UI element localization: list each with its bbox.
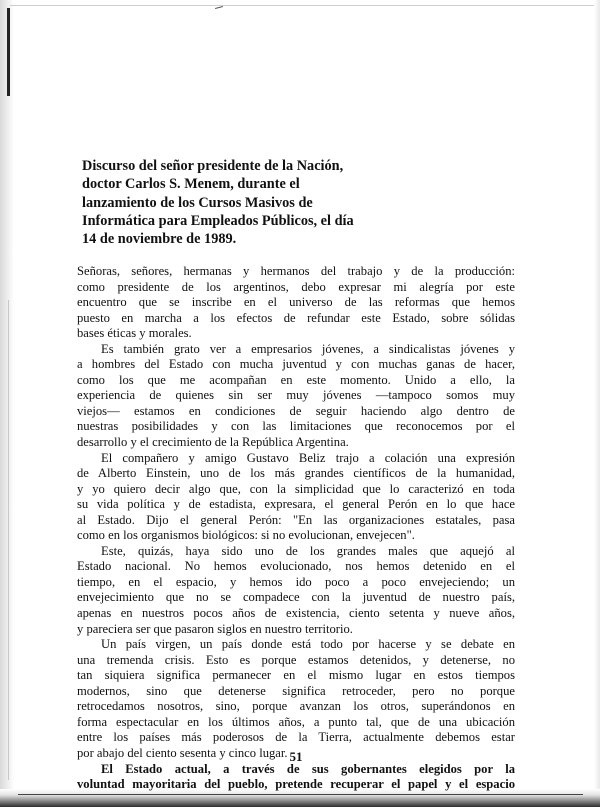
scan-binding-mark	[7, 8, 10, 96]
body-line: El compañero y amigo Gustavo Beliz trajo a colación una expresión	[101, 450, 515, 465]
scan-right-shadow	[594, 0, 600, 807]
title-line: Discurso del señor presidente de la Nación,	[82, 158, 344, 174]
body-line: forma espectacular en los últimos años, a punto tal, que de una ubicación	[77, 714, 515, 729]
body-line: El Estado actual, a través de sus gobernantes elegidos por la	[101, 761, 515, 776]
body-line: por abajo del ciento sesenta y cinco lugar.	[77, 745, 288, 760]
body-line: bases éticas y morales.	[77, 326, 192, 341]
body-line: retrocedamos nosotros, sino, porque avanzan los otros, superándonos en	[77, 699, 515, 714]
body-line: de Alberto Einstein, uno de los más grandes científicos de la humanidad,	[77, 466, 515, 481]
body-line: envejecimiento que no se compadece con la juventud de nuestro país,	[77, 590, 515, 605]
body-line: Es también grato ver a empresarios jóvenes, a sindicalistas jóvenes y	[101, 341, 515, 356]
body-line: una tremenda crisis. Esto es porque estamos detenidos, y detenerse, no	[77, 652, 515, 667]
page-number: 51	[289, 749, 303, 764]
body-line: y pareciera ser que pasaron siglos en nuestro territorio.	[77, 621, 353, 636]
body-line: a hombres del Estado con mucha juventud y con muchas ganas de hacer,	[77, 357, 515, 372]
body-line: tan siquiera significa permanecer en el mismo lugar en estos tiempos	[77, 668, 515, 683]
body-line: nuestras posibilidades y con las limitaciones que reconocemos por el	[77, 419, 515, 434]
body-line: tiempo, en el espacio, y hemos ido poco a poco envejeciendo; un	[77, 574, 515, 589]
title-line: doctor Carlos S. Menem, durante el	[82, 176, 300, 193]
title-line: Informática para Empleados Públicos, el día	[82, 212, 354, 229]
body-line: como los que me acompañan en este momento. Unido a ello, la	[77, 372, 515, 387]
title-line: 14 de noviembre de 1989.	[82, 231, 237, 248]
body-line: como en los organismos biológicos: si no evolucionan, envejecen".	[77, 528, 415, 543]
body-line: Un país virgen, un país donde está todo por hacerse y se debate en	[101, 637, 515, 652]
body-line: su vida política y de estadista, expresara, el general Perón en lo que hace	[77, 497, 515, 512]
scan-bottom-line	[18, 794, 583, 795]
body-line: viejos— estamos en condiciones de seguir haciendo algo dentro de	[77, 403, 515, 418]
speech-title	[82, 157, 422, 248]
body-line: entre los países más poderosos de la Tierra, actualmente debemos estar	[77, 730, 515, 745]
body-line: como presidente de los argentinos, debo expresar mi alegría por este	[77, 279, 515, 294]
body-line: voluntad mayoritaria del pueblo, pretende recuperar el papel y el espacio	[77, 777, 515, 792]
body-line: modernos, sino que detenerse significa retroceder, pero no porque	[77, 683, 515, 698]
body-line: experiencia de quienes sin ser muy jóvenes —tampoco somos muy	[77, 388, 515, 403]
scan-left-shadow	[0, 0, 14, 807]
body-line: encuentro que se inscribe en el universo de las reformas que hemos	[77, 295, 515, 310]
scan-top-line	[10, 5, 595, 6]
scan-margin-line	[8, 300, 9, 780]
body-line: desarrollo y el crecimiento de la República Argentina.	[77, 435, 349, 450]
scan-speck	[215, 6, 223, 9]
title-line: lanzamiento de los Cursos Masivos de	[82, 194, 313, 211]
body-line: Este, quizás, haya sido uno de los grandes males que aquejó al	[101, 543, 515, 558]
body-line: al Estado. Dijo el general Perón: "En las organizaciones estatales, pasa	[77, 512, 515, 527]
body-line: apenas en nuestros pocos años de existencia, ciento setenta y nueve años,	[77, 606, 515, 621]
body-line: Estado nacional. No hemos evolucionado, nos hemos detenido en el	[77, 559, 515, 574]
speech-body	[77, 264, 515, 793]
body-line: y yo quiero decir algo que, con la simplicidad que lo caracterizó en toda	[77, 481, 515, 496]
body-line: Señoras, señores, hermanas y hermanos del trabajo y de la producción:	[77, 264, 515, 278]
body-line: puesto en marcha a los efectos de refundar este Estado, sobre sólidas	[77, 310, 515, 325]
